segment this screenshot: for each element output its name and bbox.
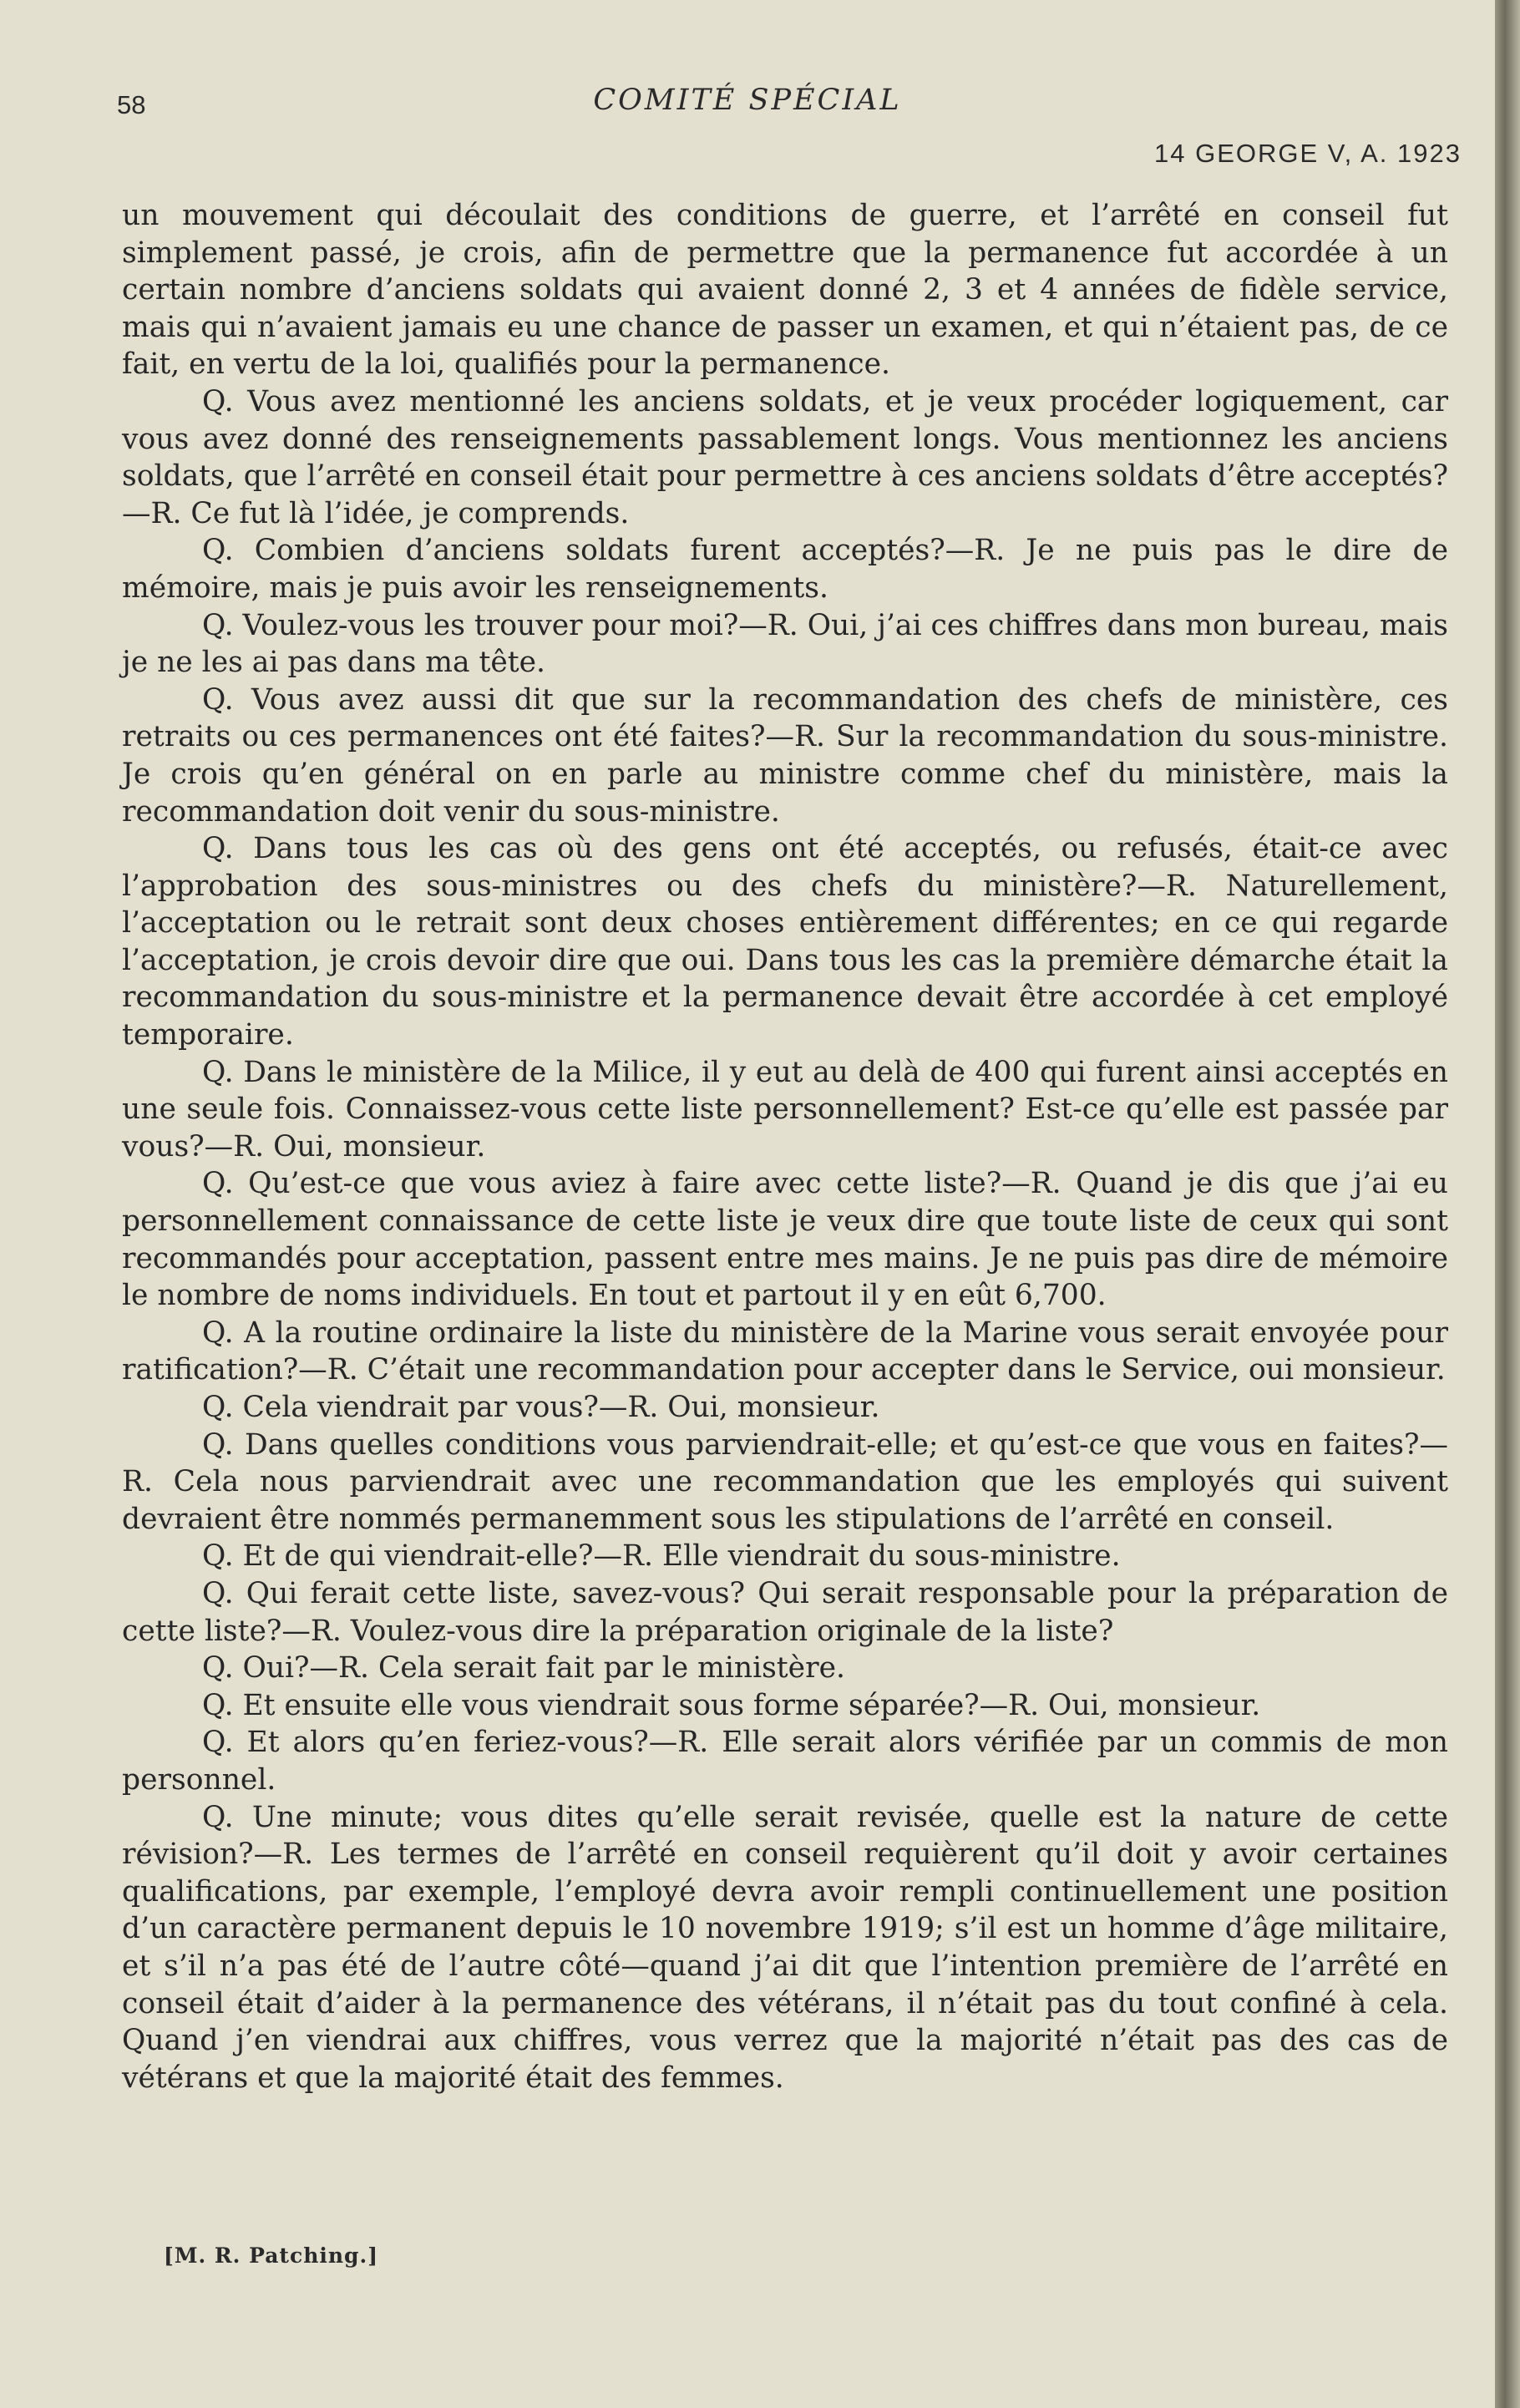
paragraph: Q. Voulez-vous les trouver pour moi?—R. Oui, j’ai ces chiffres dans mon bureau, mais je ne les ai pas dans ma tête. (122, 608, 1448, 680)
paragraph: Q. Et de qui viendrait-elle?—R. Elle viendrait du sous-ministre. (202, 1539, 1121, 1574)
paragraph: Q. Cela viendrait par vous?—R. Oui, monsieur. (202, 1391, 880, 1424)
paragraph: Q. Une minute; vous dites qu’elle serait revisée, quelle est la nature de cette révision?—R. Les termes de l’arrêté en conseil requièrent qu’il doit y avoir certaines qualifications, par exemple, l’employé devra avoir rempli continuellement une position d’un caractère permanent depuis le 10 novembre 1919; s’il est un homme d’âge militaire, et s’il n’a pas été de l’autre côté—quand j’ai dit que l’intention première de l’arrêté en conseil était d’aider à la permanence des vétérans, il n’était pas du tout confiné à cela. Quand j’en viendrai aux chiffres, vous verrez que la majorité n’était pas des cas de vétérans et que la majorité était des femmes. (122, 1800, 1448, 2095)
paragraph: Q. Et ensuite elle vous viendrait sous forme séparée?—R. Oui, monsieur. (202, 1688, 1261, 1722)
paragraph: Q. Oui?—R. Cela serait fait par le ministère. (202, 1651, 845, 1686)
page-number: 58 (117, 90, 146, 119)
session-reference: 14 GEORGE V, A. 1923 (1154, 139, 1462, 168)
paragraph: Q. A la routine ordinaire la liste du ministère de la Marine vous serait envoyée pour ratification?—R. C’était une recommandation pour accepter dans le Service, oui monsieur. (122, 1316, 1448, 1387)
paragraph: Q. Vous avez aussi dit que sur la recommandation des chefs de ministère, ces retraits ou ces permanences ont été faites?—R. Sur la recommandation du sous-ministre. Je crois qu’en général on en parle au ministre comme chef du ministère, mais la recommandation doit venir du sous-ministre. (122, 682, 1448, 829)
paragraph: Q. Et alors qu’en feriez-vous?—R. Elle serait alors vérifiée par un commis de mon personnel. (122, 1726, 1448, 1797)
page-edge (1495, 0, 1520, 2408)
paragraph: Q. Combien d’anciens soldats furent acceptés?—R. Je ne puis pas le dire de mémoire, mais je puis avoir les renseignements. (122, 534, 1448, 605)
paragraph: Q. Dans le ministère de la Milice, il y eut au delà de 400 qui furent ainsi acceptés en une seule fois. Connaissez-vous cette liste personnellement? Est-ce qu’elle est passée par vous?—R. Oui, monsieur. (122, 1055, 1448, 1163)
paragraph: Q. Dans quelles conditions vous parviendrait-elle; et qu’est-ce que vous en faites?—R. Cela nous parviendrait avec une recommandation que les employés qui suivent devraient être nommés permanemment sous les stipulations de l’arrêté en conseil. (122, 1427, 1448, 1536)
paragraph: un mouvement qui découlait des conditions de guerre, et l’arrêté en conseil fut simplement passé, je crois, afin de permettre que la permanence fut accordée à un certain nombre d’anciens soldats qui avaient donné 2, 3 et 4 années de fidèle service, mais qui n’avaient jamais eu une chance de passer un examen, et qui n’étaient pas, de ce fait, en vertu de la loi, qualifiés pour la permanence. (122, 199, 1448, 382)
paragraph: Q. Vous avez mentionné les anciens soldats, et je veux procéder logiquement, car vous avez donné des renseignements passablement longs. Vous mentionnez les anciens soldats, que l’arrêté en conseil était pour permettre à ces anciens soldats d’être acceptés?—R. Ce fut là l’idée, je comprends. (122, 384, 1448, 530)
paragraph: Q. Dans tous les cas où des gens ont été acceptés, ou refusés, était-ce avec l’approbation des sous-ministres ou des chefs du ministère?—R. Naturellement, l’acceptation ou le retrait sont deux choses entièrement différentes; en ce qui regarde l’acceptation, je crois devoir dire que oui. Dans tous les cas la première démarche était la recommandation du sous-ministre et la permanence devait être accordée à cet employé temporaire. (122, 832, 1448, 1052)
paragraph: Q. Qu’est-ce que vous aviez à faire avec cette liste?—R. Quand je dis que j’ai eu personnellement connaissance de cette liste je veux dire que toute liste de ceux qui sont recommandés pour acceptation, passent entre mes mains. Je ne puis pas dire de mémoire le nombre de noms individuels. En tout et partout il y en eût 6,700. (122, 1167, 1448, 1313)
speaker-note: [M. R. Patching.] (164, 2243, 379, 2268)
paragraph: Q. Qui ferait cette liste, savez-vous? Qui serait responsable pour la préparation de cette liste?—R. Voulez-vous dire la préparation originale de la liste? (122, 1576, 1448, 1648)
running-head: COMITÉ SPÉCIAL (593, 84, 902, 117)
body-text (122, 197, 1448, 2096)
